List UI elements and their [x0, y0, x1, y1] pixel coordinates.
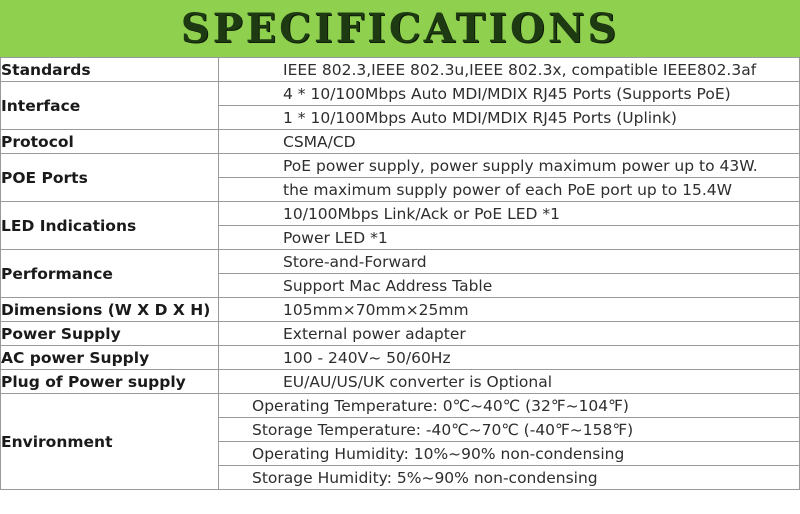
spec-value: 100 - 240V~ 50/60Hz — [219, 346, 800, 370]
spec-value: 1 * 10/100Mbps Auto MDI/MDIX RJ45 Ports (Uplink) — [219, 106, 800, 130]
spec-value: IEEE 802.3,IEEE 802.3u,IEEE 802.3x, compatible IEEE802.3af — [219, 58, 800, 82]
spec-value: Operating Humidity: 10%~90% non-condensing — [219, 442, 800, 466]
spec-value: Store-and-Forward — [219, 250, 800, 274]
spec-label-protocol: Protocol — [1, 130, 219, 154]
spec-value: Power LED *1 — [219, 226, 800, 250]
spec-label-plug-of-power-supply: Plug of Power supply — [1, 370, 219, 394]
spec-value: 4 * 10/100Mbps Auto MDI/MDIX RJ45 Ports (Supports PoE) — [219, 82, 800, 106]
spec-label-performance: Performance — [1, 250, 219, 298]
page-title: SPECIFICATIONS — [180, 5, 620, 52]
spec-value: Support Mac Address Table — [219, 274, 800, 298]
spec-label-poe-ports: POE Ports — [1, 154, 219, 202]
spec-value: PoE power supply, power supply maximum power up to 43W. — [219, 154, 800, 178]
table-row — [1, 394, 800, 418]
table-row — [1, 322, 800, 346]
specifications-table — [0, 57, 800, 490]
table-row — [1, 82, 800, 106]
spec-value: 10/100Mbps Link/Ack or PoE LED *1 — [219, 202, 800, 226]
spec-value: Storage Temperature: -40℃~70℃ (-40℉~158℉) — [219, 418, 800, 442]
spec-label-environment: Environment — [1, 394, 219, 490]
spec-value: CSMA/CD — [219, 130, 800, 154]
spec-value: Storage Humidity: 5%~90% non-condensing — [219, 466, 800, 490]
table-row — [1, 154, 800, 178]
table-row — [1, 202, 800, 226]
table-row — [1, 58, 800, 82]
spec-label-standards: Standards — [1, 58, 219, 82]
spec-label-power-supply: Power Supply — [1, 322, 219, 346]
spec-label-ac-power-supply: AC power Supply — [1, 346, 219, 370]
table-row — [1, 298, 800, 322]
spec-value: the maximum supply power of each PoE port up to 15.4W — [219, 178, 800, 202]
spec-value: 105mm×70mm×25mm — [219, 298, 800, 322]
table-row — [1, 346, 800, 370]
table-row — [1, 370, 800, 394]
spec-label-led-indications: LED Indications — [1, 202, 219, 250]
spec-value: External power adapter — [219, 322, 800, 346]
spec-label-dimensions: Dimensions (W X D X H) — [1, 298, 219, 322]
table-row — [1, 250, 800, 274]
table-row — [1, 130, 800, 154]
spec-value: EU/AU/US/UK converter is Optional — [219, 370, 800, 394]
specifications-banner — [0, 0, 800, 57]
spec-value: Operating Temperature: 0℃~40℃ (32℉~104℉) — [219, 394, 800, 418]
spec-label-interface: Interface — [1, 82, 219, 130]
